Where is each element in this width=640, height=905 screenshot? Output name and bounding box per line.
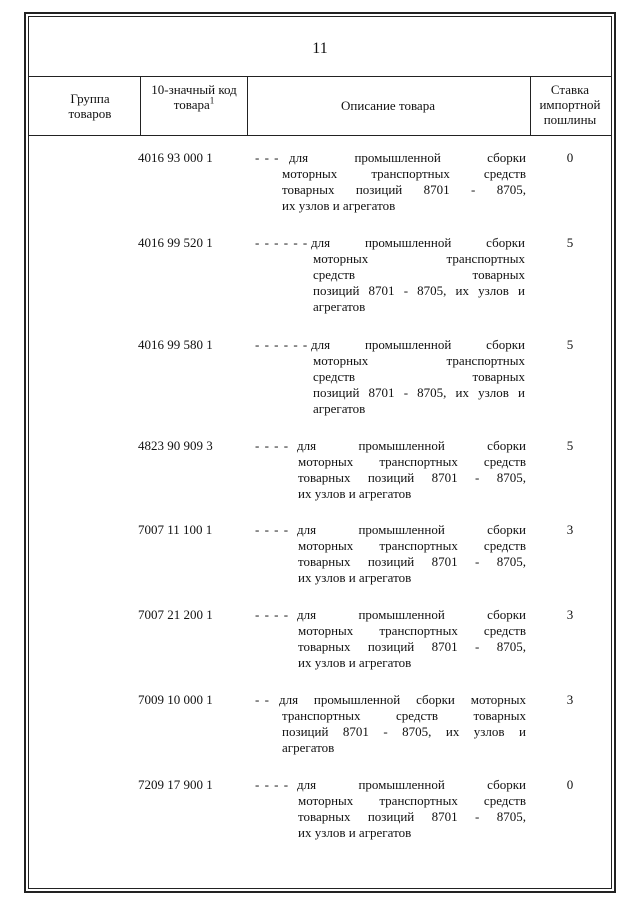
description-line: агрегатов	[313, 401, 366, 416]
header-description: Описание товара	[341, 98, 435, 113]
header-rate: Ставка импортной пошлины	[539, 82, 601, 127]
table-top-rule	[28, 76, 612, 77]
description-line: моторных транспортных средств	[298, 793, 526, 808]
page-number: 11	[312, 40, 328, 57]
indent-dashes: - - - -	[255, 438, 290, 453]
description-line: их узлов и агрегатов	[298, 486, 412, 501]
indent-dashes: - - - -	[255, 522, 290, 537]
header-code-text: 10-значный код товара	[151, 82, 237, 112]
duty-rate: 3	[566, 692, 574, 707]
description-line: товарных позиций 8701 - 8705,	[298, 639, 526, 654]
product-description	[298, 607, 526, 671]
description-line: моторных транспортных	[313, 353, 525, 368]
description-line: моторных транспортных	[313, 251, 525, 266]
duty-rate: 5	[566, 235, 574, 250]
duty-rate: 0	[566, 777, 574, 792]
description-line: для промышленной сборки	[297, 607, 526, 622]
header-group: Группа товаров	[68, 91, 112, 121]
header-divider-3	[530, 76, 531, 135]
product-code: 7209 17 900 1	[138, 777, 213, 792]
description-line: моторных транспортных средств	[298, 454, 526, 469]
table-header-rule	[28, 135, 612, 136]
duty-rate: 5	[566, 438, 574, 453]
description-line: их узлов и агрегатов	[298, 570, 412, 585]
description-line: позиций 8701 - 8705, их узлов и	[282, 724, 526, 739]
description-line: их узлов и агрегатов	[282, 198, 396, 213]
description-line: агрегатов	[282, 740, 335, 755]
product-description	[298, 777, 526, 841]
product-description	[313, 235, 525, 315]
indent-dashes: - -	[255, 692, 270, 707]
product-code: 7007 21 200 1	[138, 607, 213, 622]
header-code	[145, 82, 243, 112]
header-divider-1	[140, 76, 141, 135]
description-line: для промышленной сборки	[289, 150, 526, 165]
description-line: товарных позиций 8701 - 8705,	[298, 809, 526, 824]
description-line: для промышленной сборки	[311, 337, 525, 352]
duty-rate: 0	[566, 150, 574, 165]
description-line: средств товарных	[313, 369, 525, 384]
description-line: для промышленной сборки	[297, 777, 526, 792]
product-code: 7007 11 100 1	[138, 522, 213, 537]
header-code-footnote: 1	[209, 95, 215, 106]
description-line: позиций 8701 - 8705, их узлов и	[313, 385, 525, 400]
description-line: моторных транспортных средств	[298, 623, 526, 638]
duty-rate: 3	[566, 607, 574, 622]
description-line: для промышленной сборки моторных	[279, 692, 526, 707]
product-description	[298, 438, 526, 502]
description-line: товарных позиций 8701 - 8705,	[298, 554, 526, 569]
product-code: 4823 90 909 3	[138, 438, 213, 453]
description-line: моторных транспортных средств	[298, 538, 526, 553]
duty-rate: 3	[566, 522, 574, 537]
description-line: транспортных средств товарных	[282, 708, 526, 723]
duty-rate: 5	[566, 337, 574, 352]
indent-dashes: - - - -	[255, 607, 290, 622]
indent-dashes: - - - -	[255, 777, 290, 792]
description-line: агрегатов	[313, 299, 366, 314]
product-description	[298, 522, 526, 586]
product-description	[279, 692, 526, 756]
product-code: 4016 99 580 1	[138, 337, 213, 352]
product-code: 4016 93 000 1	[138, 150, 213, 165]
indent-dashes: - - - - - -	[255, 337, 309, 352]
description-line: для промышленной сборки	[297, 438, 526, 453]
indent-dashes: - - - - - -	[255, 235, 309, 250]
description-line: их узлов и агрегатов	[298, 825, 412, 840]
product-description	[313, 337, 525, 417]
description-line: товарных позиций 8701 - 8705,	[298, 470, 526, 485]
description-line: моторных транспортных средств	[282, 166, 526, 181]
product-code: 7009 10 000 1	[138, 692, 213, 707]
description-line: средств товарных	[313, 267, 525, 282]
description-line: их узлов и агрегатов	[298, 655, 412, 670]
description-line: для промышленной сборки	[311, 235, 525, 250]
description-line: для промышленной сборки	[297, 522, 526, 537]
indent-dashes: - - -	[255, 150, 280, 165]
description-line: позиций 8701 - 8705, их узлов и	[313, 283, 525, 298]
product-description	[282, 150, 526, 214]
header-divider-2	[247, 76, 248, 135]
product-code: 4016 99 520 1	[138, 235, 213, 250]
description-line: товарных позиций 8701 - 8705,	[282, 182, 526, 197]
